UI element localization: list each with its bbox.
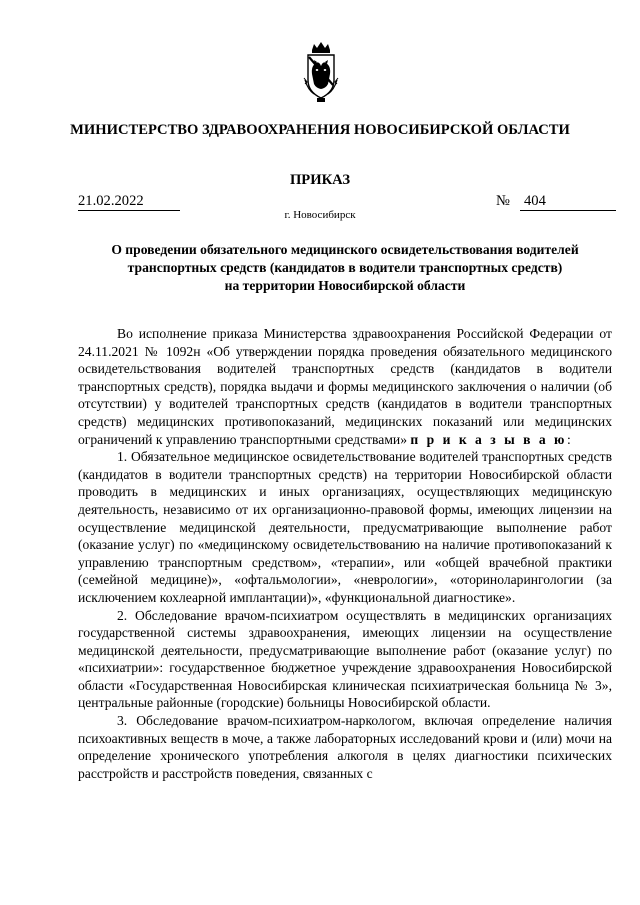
- document-type: ПРИКАЗ: [289, 172, 351, 188]
- coat-of-arms-emblem: [302, 40, 340, 104]
- document-subject: [78, 241, 612, 295]
- document-body: [78, 325, 612, 782]
- preamble-paragraph: [78, 325, 612, 448]
- subject-line-2: транспортных средств (кандидатов в водители транспортных средств): [127, 260, 563, 275]
- city-name: г. Новосибирск: [284, 209, 356, 221]
- number-sign: №: [496, 193, 510, 209]
- item-3-paragraph: 3. Обследование врачом-психиатром-наркологом, включая определение наличия психоактивных веществ в моче, а также лабораторных исследований крови и (или) мочи на определение хронического употребления алкоголя в целях диагностики психических расстройств и расстройств поведения, связанных с: [78, 713, 612, 781]
- preamble-text: Во исполнение приказа Министерства здравоохранения Российской Федерации от 24.11.2021 № 1092н «Об утверждении порядка проведения обязательного медицинского освидетельствования водителей транспортных средств (кандидатов в водители транспортных средств), порядка выдачи и формы медицинского заключения о наличии (об отсутствии) у водителей транспортных средств (кандидатов в водители транспортных средств) медицинских противопоказаний, медицинских показаний или медицинских ограничений к управлению транспортными средствами»: [78, 326, 612, 447]
- orders-keyword: п р и к а з ы в а ю: [410, 431, 567, 447]
- subject-line-3: на территории Новосибирской области: [224, 278, 466, 293]
- document-number: 404: [520, 193, 616, 211]
- ministry-name: МИНИСТЕРСТВО ЗДРАВООХРАНЕНИЯ НОВОСИБИРСКОЙ ОБЛАСТИ: [70, 122, 570, 138]
- subject-line-1: О проведении обязательного медицинского освидетельствования водителей: [111, 242, 579, 257]
- orders-colon: :: [566, 431, 571, 447]
- novosibirsk-coat-of-arms-icon: [302, 40, 340, 104]
- document-date: 21.02.2022: [78, 193, 180, 211]
- item-1-paragraph: 1. Обязательное медицинское освидетельствование водителей транспортных средств (кандидатов в водители транспортных средств) на территории Новосибирской области проводить в медицинских и иных организациях, осуществляющих медицинскую деятельность, независимо от их организационно-правовой формы, имеющих лицензии на осуществление медицинской деятельности, предусматривающие выполнение работ (оказание услуг) по «медицинскому освидетельствованию на наличие противопоказаний к управлению транспортным средством», «терапии», или «общей врачебной практики (семейной медицине)», «офтальмологии», «неврологии», «оториноларингологии (за исключением кохлеарной имплантации)», «функциональной диагностике».: [78, 449, 612, 605]
- item-2-paragraph: 2. Обследование врачом-психиатром осуществлять в медицинских организациях государственной системы здравоохранения, имеющих лицензии на осуществление медицинской деятельности, предусматривающие выполнение работ (оказание услуг) по «психиатрии»: государственное бюджетное учреждение здравоохранения Новосибирской области «Государственная Новосибирская клиническая психиатрическая больница № 3», центральные районные (городские) больницы Новосибирской области.: [78, 607, 612, 711]
